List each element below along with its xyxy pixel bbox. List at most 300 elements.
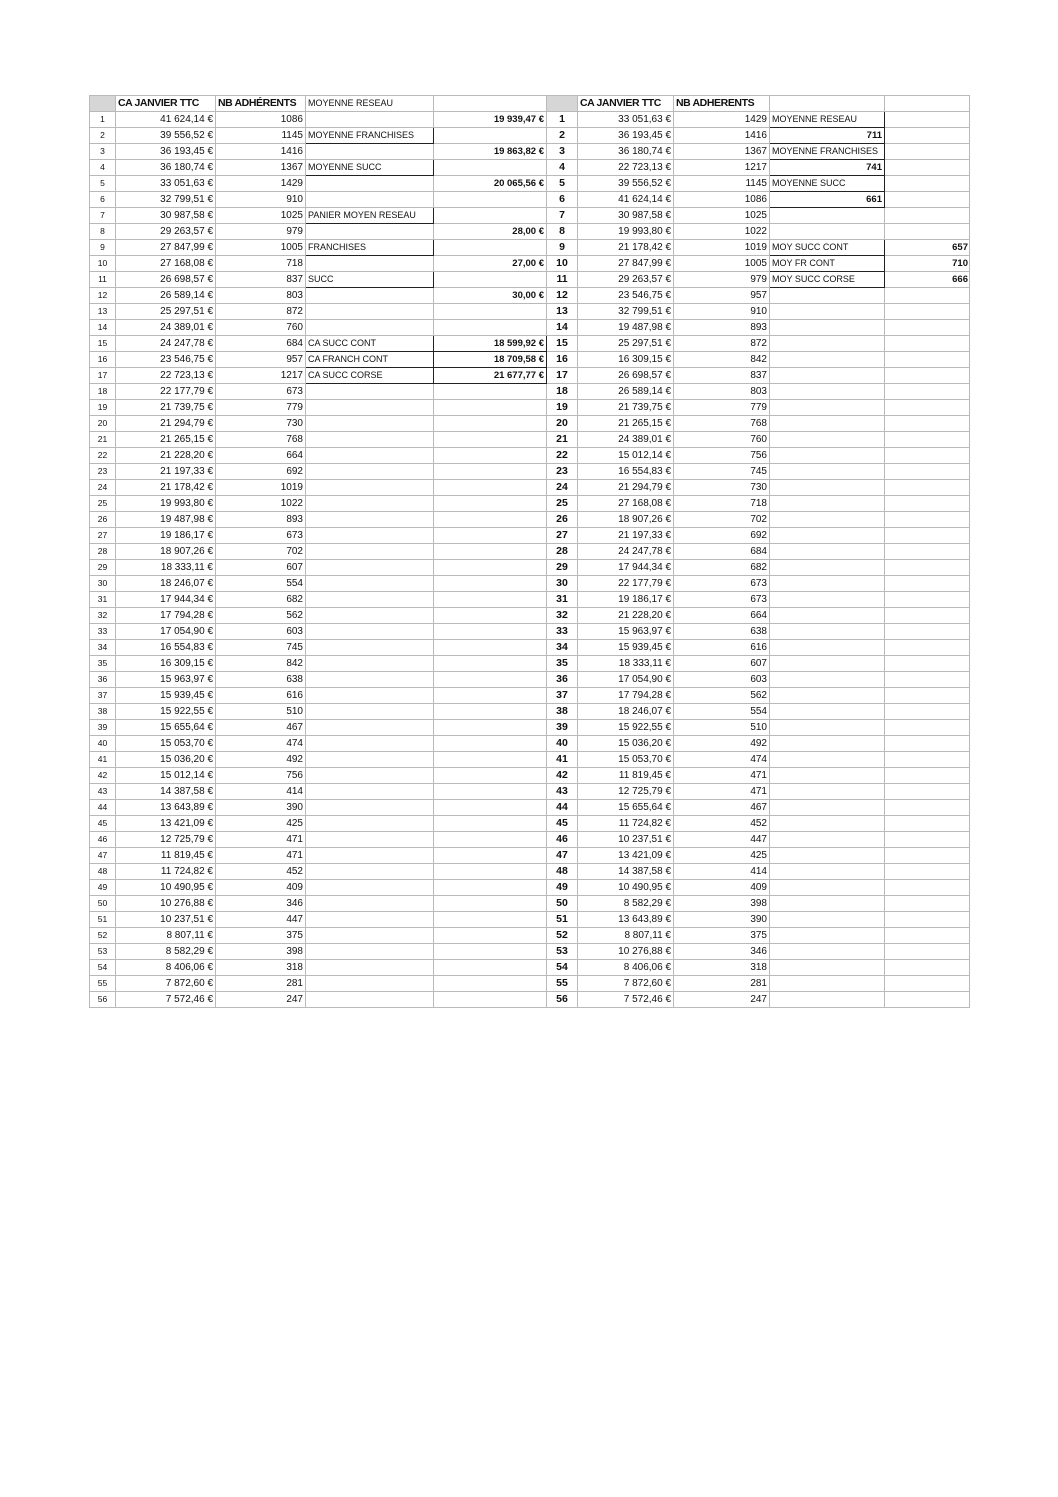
summary-value-cell — [434, 848, 547, 864]
nb-adherents-cell: 1005 — [216, 240, 306, 256]
ca-janvier-right-cell: 13 421,09 € — [578, 848, 674, 864]
row-number: 37 — [90, 688, 116, 704]
summary-value-cell — [434, 576, 547, 592]
nb-adherents-right-cell: 702 — [674, 512, 770, 528]
header-row — [90, 96, 970, 112]
summary-value-cell: 21 677,77 € — [434, 368, 547, 384]
ca-janvier-cell: 13 643,89 € — [116, 800, 216, 816]
table-row — [90, 560, 970, 576]
summary-value-cell — [434, 720, 547, 736]
summary-label-right-cell — [770, 752, 885, 768]
table-row — [90, 688, 970, 704]
summary-label-right-cell: MOYENNE FRANCHISES — [770, 144, 885, 160]
ca-janvier-right-cell: 15 922,55 € — [578, 720, 674, 736]
row-number-right: 17 — [547, 368, 578, 384]
summary-value-cell — [434, 784, 547, 800]
ca-janvier-cell: 29 263,57 € — [116, 224, 216, 240]
summary-label-cell: CA SUCC CONT — [306, 336, 434, 352]
summary-label-right-cell — [770, 512, 885, 528]
table-row — [90, 160, 970, 176]
nb-adherents-right-cell: 684 — [674, 544, 770, 560]
summary-label-right-cell — [770, 896, 885, 912]
table-row — [90, 528, 970, 544]
nb-adherents-cell: 607 — [216, 560, 306, 576]
row-number-right: 38 — [547, 704, 578, 720]
summary-value-right-cell — [885, 368, 970, 384]
row-number-right: 30 — [547, 576, 578, 592]
row-number: 41 — [90, 752, 116, 768]
row-number: 56 — [90, 992, 116, 1008]
summary-label-cell — [306, 176, 434, 192]
summary-label-right-cell — [770, 496, 885, 512]
summary-label-right-cell — [770, 864, 885, 880]
table-row — [90, 720, 970, 736]
summary-label-right-cell — [770, 384, 885, 400]
row-number-right: 4 — [547, 160, 578, 176]
summary-label-cell — [306, 496, 434, 512]
summary-value-right-cell — [885, 976, 970, 992]
ca-janvier-right-cell: 21 197,33 € — [578, 528, 674, 544]
table-row — [90, 432, 970, 448]
summary-value-right-cell — [885, 304, 970, 320]
table-row — [90, 384, 970, 400]
summary-value-right-cell — [885, 288, 970, 304]
row-number-right: 49 — [547, 880, 578, 896]
ca-janvier-cell: 41 624,14 € — [116, 112, 216, 128]
row-number: 55 — [90, 976, 116, 992]
ca-janvier-right-cell: 19 186,17 € — [578, 592, 674, 608]
table-row — [90, 992, 970, 1008]
nb-adherents-cell: 682 — [216, 592, 306, 608]
ca-janvier-cell: 15 012,14 € — [116, 768, 216, 784]
row-number: 32 — [90, 608, 116, 624]
summary-label-right-cell — [770, 624, 885, 640]
summary-label-right-cell — [770, 400, 885, 416]
summary-label-cell — [306, 512, 434, 528]
summary-label-right-cell — [770, 544, 885, 560]
summary-label-cell — [306, 384, 434, 400]
summary-label-cell — [306, 928, 434, 944]
row-number: 23 — [90, 464, 116, 480]
nb-adherents-right-cell: 425 — [674, 848, 770, 864]
summary-label-cell: CA SUCC CORSE — [306, 368, 434, 384]
ca-janvier-right-cell: 11 724,82 € — [578, 816, 674, 832]
nb-adherents-cell: 803 — [216, 288, 306, 304]
summary-value-cell — [434, 160, 547, 176]
nb-adherents-cell: 554 — [216, 576, 306, 592]
summary-label-cell: MOYENNE FRANCHISES — [306, 128, 434, 144]
nb-adherents-cell: 760 — [216, 320, 306, 336]
right-corner-cell — [547, 96, 578, 112]
summary-value-right-cell — [885, 736, 970, 752]
nb-adherents-right-cell: 452 — [674, 816, 770, 832]
row-number: 19 — [90, 400, 116, 416]
row-number: 5 — [90, 176, 116, 192]
summary-value-right-cell — [885, 656, 970, 672]
row-number: 10 — [90, 256, 116, 272]
ca-janvier-right-cell: 15 012,14 € — [578, 448, 674, 464]
nb-adherents-cell: 603 — [216, 624, 306, 640]
ca-janvier-right-cell: 21 739,75 € — [578, 400, 674, 416]
nb-adherents-right-cell: 1086 — [674, 192, 770, 208]
table-row — [90, 624, 970, 640]
table-row — [90, 928, 970, 944]
summary-label-right-cell — [770, 576, 885, 592]
ca-janvier-cell: 11 724,82 € — [116, 864, 216, 880]
nb-adherents-right-cell: 682 — [674, 560, 770, 576]
ca-janvier-cell: 21 265,15 € — [116, 432, 216, 448]
row-number-right: 24 — [547, 480, 578, 496]
summary-label-right-cell — [770, 976, 885, 992]
row-number-right: 29 — [547, 560, 578, 576]
nb-adherents-right-cell: 760 — [674, 432, 770, 448]
summary-label-right-cell — [770, 448, 885, 464]
ca-janvier-cell: 36 193,45 € — [116, 144, 216, 160]
nb-adherents-right-cell: 414 — [674, 864, 770, 880]
nb-adherents-right-cell: 603 — [674, 672, 770, 688]
row-number-right: 5 — [547, 176, 578, 192]
summary-value-right-cell — [885, 768, 970, 784]
summary-label-cell — [306, 752, 434, 768]
nb-adherents-right-cell: 745 — [674, 464, 770, 480]
ca-janvier-right-cell: 12 725,79 € — [578, 784, 674, 800]
ca-janvier-cell: 14 387,58 € — [116, 784, 216, 800]
ca-janvier-cell: 13 421,09 € — [116, 816, 216, 832]
ca-janvier-right-cell: 8 807,11 € — [578, 928, 674, 944]
row-number: 17 — [90, 368, 116, 384]
nb-adherents-cell: 562 — [216, 608, 306, 624]
nb-adherents-cell: 467 — [216, 720, 306, 736]
ca-janvier-right-cell: 13 643,89 € — [578, 912, 674, 928]
ca-janvier-right-cell: 21 228,20 € — [578, 608, 674, 624]
nb-adherents-cell: 1367 — [216, 160, 306, 176]
summary-value-cell — [434, 448, 547, 464]
summary-label-cell — [306, 832, 434, 848]
nb-adherents-right-cell: 492 — [674, 736, 770, 752]
nb-adherents-right-cell: 1217 — [674, 160, 770, 176]
row-number: 33 — [90, 624, 116, 640]
row-number-right: 21 — [547, 432, 578, 448]
summary-label-right-cell — [770, 656, 885, 672]
table-row — [90, 448, 970, 464]
ca-janvier-right-cell: 16 309,15 € — [578, 352, 674, 368]
summary-value-cell: 27,00 € — [434, 256, 547, 272]
ca-janvier-cell: 7 872,60 € — [116, 976, 216, 992]
right-nb-header: NB ADHERENTS — [674, 96, 770, 112]
row-number-right: 54 — [547, 960, 578, 976]
table-row — [90, 320, 970, 336]
summary-value-right-cell — [885, 496, 970, 512]
summary-label-right-cell — [770, 800, 885, 816]
nb-adherents-cell: 664 — [216, 448, 306, 464]
nb-adherents-right-cell: 510 — [674, 720, 770, 736]
nb-adherents-cell: 474 — [216, 736, 306, 752]
summary-value-cell: 19 863,82 € — [434, 144, 547, 160]
row-number: 20 — [90, 416, 116, 432]
summary-label-right-cell — [770, 688, 885, 704]
summary-label-right-cell — [770, 928, 885, 944]
ca-janvier-right-cell: 15 939,45 € — [578, 640, 674, 656]
summary-value-right-cell — [885, 144, 970, 160]
nb-adherents-cell: 730 — [216, 416, 306, 432]
summary-value-cell — [434, 320, 547, 336]
summary-label-cell: PANIER MOYEN RESEAU — [306, 208, 434, 224]
summary-value-cell — [434, 816, 547, 832]
summary-value-cell — [434, 400, 547, 416]
row-number-right: 55 — [547, 976, 578, 992]
summary-label-cell — [306, 528, 434, 544]
ca-janvier-right-cell: 41 624,14 € — [578, 192, 674, 208]
summary-label-right-cell — [770, 672, 885, 688]
table-row — [90, 480, 970, 496]
nb-adherents-cell: 414 — [216, 784, 306, 800]
nb-adherents-right-cell: 910 — [674, 304, 770, 320]
row-number: 21 — [90, 432, 116, 448]
summary-label-right-cell — [770, 880, 885, 896]
table-row — [90, 192, 970, 208]
nb-adherents-cell: 318 — [216, 960, 306, 976]
nb-adherents-right-cell: 718 — [674, 496, 770, 512]
ca-janvier-cell: 22 723,13 € — [116, 368, 216, 384]
nb-adherents-right-cell: 554 — [674, 704, 770, 720]
row-number-right: 44 — [547, 800, 578, 816]
table-row — [90, 208, 970, 224]
nb-adherents-right-cell: 447 — [674, 832, 770, 848]
nb-adherents-right-cell: 692 — [674, 528, 770, 544]
ca-janvier-right-cell: 11 819,45 € — [578, 768, 674, 784]
nb-adherents-cell: 346 — [216, 896, 306, 912]
nb-adherents-right-cell: 979 — [674, 272, 770, 288]
summary-value-cell — [434, 880, 547, 896]
ca-janvier-cell: 10 490,95 € — [116, 880, 216, 896]
summary-value-cell — [434, 928, 547, 944]
ca-janvier-cell: 15 922,55 € — [116, 704, 216, 720]
summary-value-cell — [434, 912, 547, 928]
nb-adherents-right-cell: 1145 — [674, 176, 770, 192]
row-number-right: 53 — [547, 944, 578, 960]
nb-adherents-cell: 768 — [216, 432, 306, 448]
ca-janvier-right-cell: 17 794,28 € — [578, 688, 674, 704]
row-number: 3 — [90, 144, 116, 160]
row-number-right: 36 — [547, 672, 578, 688]
summary-value-right-cell — [885, 112, 970, 128]
summary-label-cell — [306, 880, 434, 896]
ca-janvier-cell: 8 406,06 € — [116, 960, 216, 976]
summary-value-right-cell — [885, 864, 970, 880]
summary-label-cell: CA FRANCH CONT — [306, 352, 434, 368]
table-row — [90, 176, 970, 192]
summary-value-right-cell — [885, 832, 970, 848]
table-row — [90, 944, 970, 960]
row-number: 49 — [90, 880, 116, 896]
row-number: 45 — [90, 816, 116, 832]
summary-label-right-cell — [770, 912, 885, 928]
ca-janvier-right-cell: 17 054,90 € — [578, 672, 674, 688]
table-row — [90, 576, 970, 592]
row-number-right: 32 — [547, 608, 578, 624]
summary-label-right-cell — [770, 608, 885, 624]
right-empty-header — [885, 96, 970, 112]
left-empty-header — [434, 96, 547, 112]
summary-label-cell — [306, 768, 434, 784]
nb-adherents-cell: 718 — [216, 256, 306, 272]
row-number-right: 40 — [547, 736, 578, 752]
nb-adherents-cell: 979 — [216, 224, 306, 240]
nb-adherents-cell: 375 — [216, 928, 306, 944]
summary-label-cell — [306, 912, 434, 928]
table-row — [90, 864, 970, 880]
summary-value-cell — [434, 832, 547, 848]
summary-value-right-cell: 657 — [885, 240, 970, 256]
table-row — [90, 736, 970, 752]
nb-adherents-cell: 390 — [216, 800, 306, 816]
summary-value-cell — [434, 592, 547, 608]
table-row — [90, 496, 970, 512]
nb-adherents-right-cell: 607 — [674, 656, 770, 672]
row-number-right: 26 — [547, 512, 578, 528]
summary-label-right-cell — [770, 464, 885, 480]
row-number: 22 — [90, 448, 116, 464]
ca-janvier-cell: 16 309,15 € — [116, 656, 216, 672]
summary-value-right-cell — [885, 672, 970, 688]
summary-label-cell — [306, 608, 434, 624]
nb-adherents-cell: 492 — [216, 752, 306, 768]
table-row — [90, 256, 970, 272]
row-number: 31 — [90, 592, 116, 608]
summary-label-right-cell: 741 — [770, 160, 885, 176]
nb-adherents-cell: 1416 — [216, 144, 306, 160]
summary-value-cell — [434, 624, 547, 640]
ca-janvier-right-cell: 18 907,26 € — [578, 512, 674, 528]
summary-label-cell — [306, 304, 434, 320]
table-row — [90, 784, 970, 800]
ca-janvier-right-cell: 18 246,07 € — [578, 704, 674, 720]
ca-janvier-right-cell: 39 556,52 € — [578, 176, 674, 192]
summary-value-right-cell — [885, 448, 970, 464]
row-number: 8 — [90, 224, 116, 240]
summary-label-cell — [306, 800, 434, 816]
summary-value-cell — [434, 640, 547, 656]
nb-adherents-cell: 684 — [216, 336, 306, 352]
summary-label-right-cell: MOY FR CONT — [770, 256, 885, 272]
ca-janvier-right-cell: 19 487,98 € — [578, 320, 674, 336]
summary-value-right-cell — [885, 880, 970, 896]
ca-janvier-cell: 36 180,74 € — [116, 160, 216, 176]
table-row — [90, 768, 970, 784]
table-row — [90, 272, 970, 288]
table-row — [90, 144, 970, 160]
ca-janvier-right-cell: 32 799,51 € — [578, 304, 674, 320]
row-number-right: 43 — [547, 784, 578, 800]
nb-adherents-right-cell: 471 — [674, 768, 770, 784]
nb-adherents-right-cell: 398 — [674, 896, 770, 912]
nb-adherents-cell: 673 — [216, 384, 306, 400]
ca-janvier-cell: 21 178,42 € — [116, 480, 216, 496]
ca-janvier-right-cell: 21 265,15 € — [578, 416, 674, 432]
nb-adherents-cell: 756 — [216, 768, 306, 784]
row-number-right: 12 — [547, 288, 578, 304]
summary-value-right-cell — [885, 384, 970, 400]
summary-label-cell — [306, 464, 434, 480]
summary-value-right-cell: 666 — [885, 272, 970, 288]
nb-adherents-cell: 1025 — [216, 208, 306, 224]
summary-value-cell — [434, 208, 547, 224]
nb-adherents-right-cell: 1416 — [674, 128, 770, 144]
ca-janvier-right-cell: 16 554,83 € — [578, 464, 674, 480]
summary-value-right-cell — [885, 528, 970, 544]
table-row — [90, 240, 970, 256]
ca-janvier-cell: 23 546,75 € — [116, 352, 216, 368]
summary-value-cell: 18 599,92 € — [434, 336, 547, 352]
table-row — [90, 224, 970, 240]
row-number: 35 — [90, 656, 116, 672]
summary-label-cell — [306, 560, 434, 576]
ca-janvier-right-cell: 23 546,75 € — [578, 288, 674, 304]
summary-label-cell — [306, 640, 434, 656]
nb-adherents-cell: 957 — [216, 352, 306, 368]
ca-janvier-cell: 17 054,90 € — [116, 624, 216, 640]
nb-adherents-right-cell: 467 — [674, 800, 770, 816]
summary-label-right-cell — [770, 816, 885, 832]
table-row — [90, 800, 970, 816]
summary-value-right-cell — [885, 848, 970, 864]
ca-janvier-right-cell: 15 655,64 € — [578, 800, 674, 816]
ca-janvier-cell: 15 963,97 € — [116, 672, 216, 688]
summary-label-right-cell — [770, 352, 885, 368]
summary-label-cell — [306, 448, 434, 464]
nb-adherents-right-cell: 957 — [674, 288, 770, 304]
summary-label-right-cell — [770, 592, 885, 608]
nb-adherents-right-cell: 638 — [674, 624, 770, 640]
row-number-right: 14 — [547, 320, 578, 336]
table-row — [90, 592, 970, 608]
table-row — [90, 896, 970, 912]
summary-value-right-cell — [885, 480, 970, 496]
nb-adherents-right-cell: 471 — [674, 784, 770, 800]
summary-label-cell — [306, 864, 434, 880]
summary-value-cell — [434, 528, 547, 544]
ca-janvier-cell: 24 247,78 € — [116, 336, 216, 352]
nb-adherents-cell: 702 — [216, 544, 306, 560]
table-row — [90, 816, 970, 832]
row-number: 28 — [90, 544, 116, 560]
row-number: 34 — [90, 640, 116, 656]
summary-label-cell — [306, 592, 434, 608]
summary-value-cell: 30,00 € — [434, 288, 547, 304]
table-row — [90, 880, 970, 896]
table-row — [90, 400, 970, 416]
summary-value-right-cell — [885, 512, 970, 528]
nb-adherents-cell: 638 — [216, 672, 306, 688]
ca-janvier-cell: 7 572,46 € — [116, 992, 216, 1008]
ca-janvier-right-cell: 24 247,78 € — [578, 544, 674, 560]
nb-adherents-right-cell: 409 — [674, 880, 770, 896]
ca-janvier-cell: 21 228,20 € — [116, 448, 216, 464]
nb-adherents-right-cell: 1429 — [674, 112, 770, 128]
summary-value-right-cell — [885, 432, 970, 448]
summary-label-right-cell — [770, 704, 885, 720]
ca-janvier-cell: 25 297,51 € — [116, 304, 216, 320]
nb-adherents-right-cell: 281 — [674, 976, 770, 992]
row-number-right: 6 — [547, 192, 578, 208]
row-number: 46 — [90, 832, 116, 848]
nb-adherents-cell: 1145 — [216, 128, 306, 144]
nb-adherents-cell: 673 — [216, 528, 306, 544]
summary-label-cell — [306, 976, 434, 992]
summary-value-right-cell — [885, 128, 970, 144]
summary-label-right-cell — [770, 944, 885, 960]
summary-label-right-cell — [770, 336, 885, 352]
